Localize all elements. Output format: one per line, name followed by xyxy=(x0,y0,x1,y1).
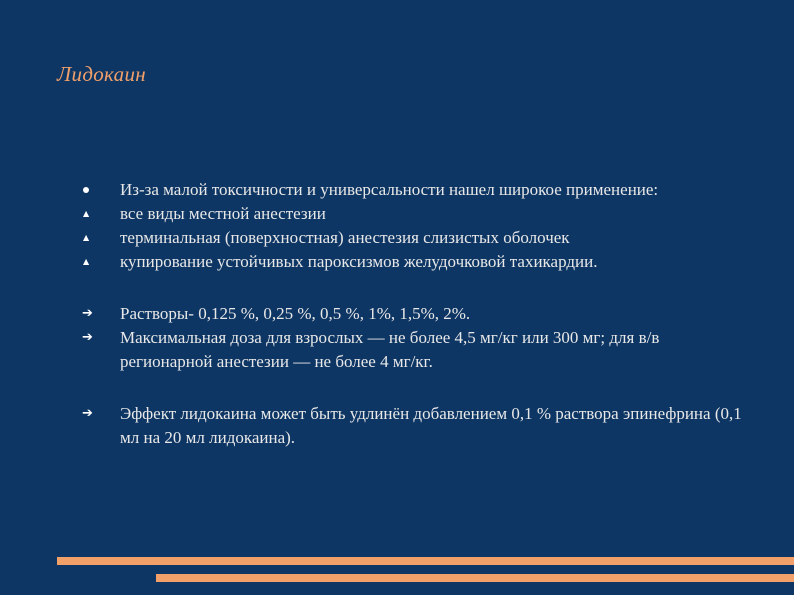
bullet-group xyxy=(82,302,742,374)
list-item xyxy=(82,202,742,226)
decorative-bar-top xyxy=(57,557,794,565)
list-item xyxy=(82,250,742,274)
dot-bullet-icon xyxy=(82,178,120,202)
list-item-text: Максимальная доза для взрослых — не более 4,5 мг/кг или 300 мг; для в/в регионарной анестезии — не более 4 мг/кг. xyxy=(120,328,660,371)
list-item-text: терминальная (поверхностная) анестезия слизистых оболочек xyxy=(120,228,570,247)
bullet-group xyxy=(82,402,742,450)
list-item-text: Из-за малой токсичности и универсальности нашел широкое применение: xyxy=(120,180,659,199)
triangle-bullet-icon: ▲ xyxy=(83,209,90,218)
decorative-bar-bottom xyxy=(156,574,794,582)
slide-title: Лидокаин xyxy=(57,62,146,86)
triangle-bullet-icon: ▲ xyxy=(83,257,90,266)
list-item xyxy=(82,302,742,326)
bullet-list xyxy=(82,178,742,478)
list-item xyxy=(82,178,742,202)
arrow-bullet-icon: ➔ xyxy=(82,306,93,321)
list-item-text: Растворы- 0,125 %, 0,25 %, 0,5 %, 1%, 1,5%, 2%. xyxy=(120,304,471,323)
triangle-bullet-icon: ▲ xyxy=(83,233,90,242)
list-item xyxy=(82,402,742,450)
list-item-text: Эффект лидокаина может быть удлинён добавлением 0,1 % раствора эпинефрина (0,1 мл на 20 мл лидокаина). xyxy=(120,404,742,447)
list-item-text: купирование устойчивых пароксизмов желудочковой тахикардии. xyxy=(120,252,598,271)
bullet-group xyxy=(82,178,742,274)
list-item-text: все виды местной анестезии xyxy=(120,204,326,223)
list-item xyxy=(82,226,742,250)
arrow-bullet-icon: ➔ xyxy=(82,406,93,421)
arrow-bullet-icon: ➔ xyxy=(82,330,93,345)
list-item xyxy=(82,326,742,374)
